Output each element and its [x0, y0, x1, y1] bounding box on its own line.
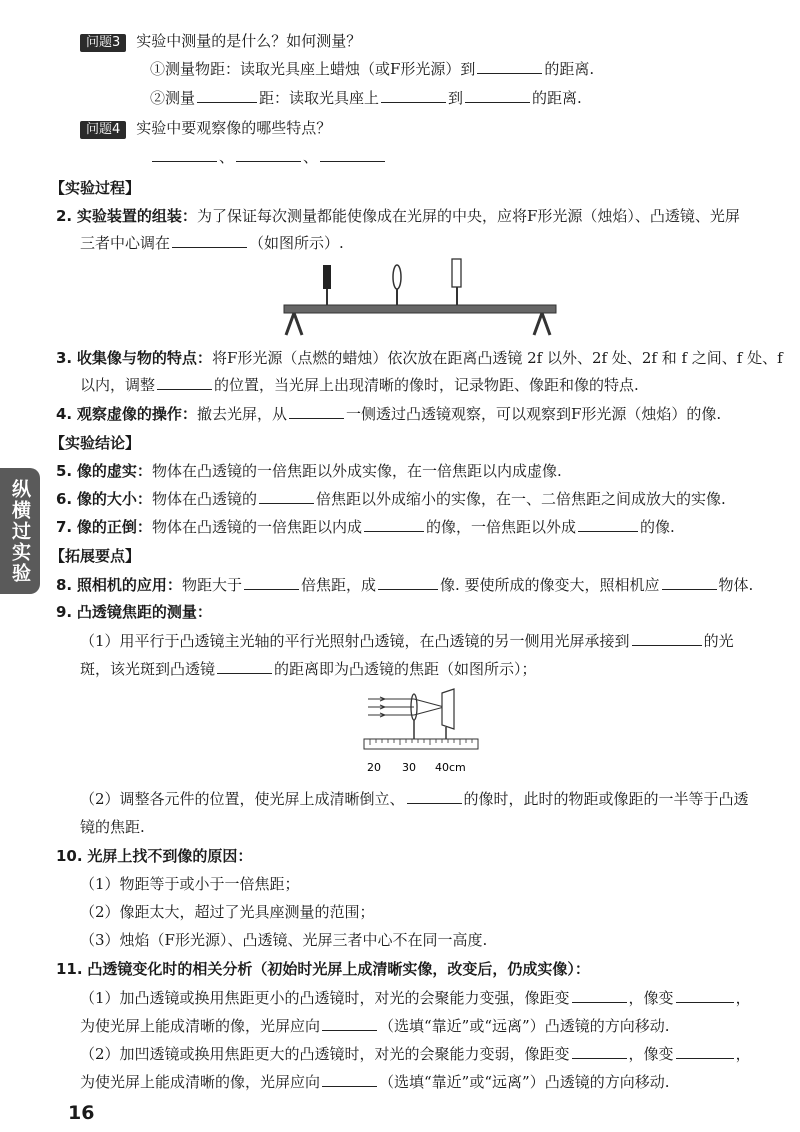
question-3-line-2 [150, 87, 582, 109]
item-number: 10. [56, 847, 83, 865]
blank[interactable] [378, 575, 438, 590]
item-title: 观察虚像的操作： [76, 405, 197, 423]
blank[interactable] [259, 489, 314, 504]
text: 物体在凸透镜的一倍焦距以外成实像，在一倍焦距以内成虚像. [151, 462, 562, 480]
text: （选填“靠近”或“远离”）凸透镜的方向移动. [379, 1073, 670, 1091]
item-11-p1-line-2 [80, 1015, 669, 1037]
text: 一侧透过凸透镜观察，可以观察到F形光源（烛焰）的像. [345, 405, 722, 423]
blank[interactable] [676, 1044, 734, 1059]
item-title: 收集像与物的特点： [76, 349, 212, 367]
text: 的像时，此时的物距或像距的一半等于凸透 [463, 790, 749, 808]
text: 为使光屏上能成清晰的像，光屏应向 [80, 1017, 321, 1035]
section-extend: 【拓展要点】 [50, 547, 141, 565]
item-7 [56, 516, 675, 538]
blank[interactable] [578, 517, 638, 532]
item-title: 实验装置的组装： [76, 207, 197, 225]
item-number: 5. [56, 462, 73, 480]
question-3-text: 实验中测量的是什么？如何测量？ [136, 32, 362, 50]
item-title: 光屏上找不到像的原因： [87, 847, 253, 865]
item-title: 像的虚实： [76, 462, 152, 480]
blank[interactable] [152, 147, 217, 162]
blank[interactable] [197, 88, 257, 103]
item-11-p2-line-1 [80, 1043, 751, 1065]
question-3-line-1 [150, 58, 594, 80]
item-3-line-2 [80, 374, 639, 396]
section-conclusion: 【实验结论】 [50, 434, 141, 452]
item-3-line-1 [56, 347, 783, 369]
item-number: 9. [56, 603, 73, 621]
blank[interactable] [381, 88, 446, 103]
question-4-text: 实验中要观察像的哪些特点？ [136, 119, 332, 137]
text: 物体在凸透镜的一倍焦距以内成 [151, 518, 362, 536]
item-number: 3. [56, 349, 73, 367]
item-10-reason-2: （2）像距太大，超过了光具座测量的范围； [80, 903, 375, 921]
text: ，像变 [628, 1045, 674, 1063]
item-11-p1-line-1 [80, 987, 751, 1009]
text: （选填“靠近”或“远离”）凸透镜的方向移动. [379, 1017, 670, 1035]
blank[interactable] [477, 59, 542, 74]
text: ， [735, 1045, 751, 1063]
text: 将F形光源（点燃的蜡烛）依次放在距离凸透镜 2f 以外、2f 处、2f 和 f 之间、f 处、f [211, 349, 783, 367]
question-4 [80, 117, 331, 139]
text: ②测量 [150, 89, 196, 107]
blank[interactable] [217, 659, 272, 674]
text: 的距离即为凸透镜的焦距（如图所示）； [274, 660, 537, 678]
text: （如图所示）. [249, 234, 344, 252]
separator: 、 [303, 148, 319, 166]
light-screen [442, 689, 454, 729]
item-2-line-1 [56, 205, 740, 227]
text: 的距离. [544, 60, 595, 78]
blank[interactable] [322, 1016, 377, 1031]
item-9-p2-line-1 [80, 788, 749, 810]
item-5 [56, 460, 562, 482]
question-4-tag: 问题4 [80, 121, 126, 139]
item-number: 6. [56, 490, 73, 508]
text: 物距大于 [181, 576, 242, 594]
question-3 [80, 30, 361, 52]
blank[interactable] [572, 1044, 627, 1059]
text: 倍焦距，成 [300, 576, 376, 594]
blank[interactable] [465, 88, 530, 103]
text: 物体. [718, 576, 754, 594]
blank[interactable] [632, 631, 702, 646]
text: ， [735, 989, 751, 1007]
text: 的像，一倍焦距以外成 [425, 518, 576, 536]
blank[interactable] [320, 147, 385, 162]
ruler-label-20: 20 [367, 761, 381, 774]
item-10 [56, 845, 252, 867]
focal-length-figure [362, 685, 482, 777]
refracted-ray [414, 699, 444, 707]
bench-rail [284, 305, 556, 313]
item-10-reason-1: （1）物距等于或小于一倍焦距； [80, 875, 300, 893]
text: 以内，调整 [80, 376, 156, 394]
convex-lens [393, 265, 401, 289]
item-4 [56, 403, 721, 425]
light-screen [452, 259, 461, 287]
side-tab: 纵横过实验 [0, 468, 40, 594]
blank[interactable] [236, 147, 301, 162]
text: 物体在凸透镜的 [151, 490, 257, 508]
item-number: 4. [56, 405, 73, 423]
text: ，像变 [628, 989, 674, 1007]
text: 为使光屏上能成清晰的像，光屏应向 [80, 1073, 321, 1091]
text: 为了保证每次测量都能使像成在光屏的中央，应将F形光源（烛焰）、凸透镜、光屏 [196, 207, 740, 225]
item-title: 凸透镜变化时的相关分析（初始时光屏上成清晰实像，改变后，仍成实像）： [87, 960, 590, 978]
item-11-p2-line-2 [80, 1071, 669, 1093]
item-6 [56, 488, 726, 510]
text: 到 [448, 89, 464, 107]
blank[interactable] [662, 575, 717, 590]
blank[interactable] [172, 233, 247, 248]
refracted-ray [414, 707, 444, 715]
text: （2）加凹透镜或换用焦距更大的凸透镜时，对光的会聚能力变弱，像距变 [80, 1045, 570, 1063]
item-title: 照相机的应用： [76, 576, 182, 594]
item-title: 像的正倒： [76, 518, 152, 536]
text: 的距离. [532, 89, 582, 107]
item-number: 11. [56, 960, 83, 978]
bench-legs [286, 313, 550, 335]
blank[interactable] [572, 988, 627, 1003]
item-9 [56, 601, 212, 623]
item-number: 7. [56, 518, 73, 536]
text: （1）加凸透镜或换用焦距更小的凸透镜时，对光的会聚能力变强，像距变 [80, 989, 570, 1007]
blank[interactable] [364, 517, 424, 532]
separator: 、 [219, 148, 235, 166]
page-number: 16 [68, 1102, 95, 1124]
item-8 [56, 574, 753, 596]
section-process: 【实验过程】 [50, 179, 141, 197]
ruler-label-40cm: 40cm [435, 761, 466, 774]
item-title: 凸透镜焦距的测量： [76, 603, 212, 621]
item-number: 8. [56, 576, 73, 594]
item-11 [56, 958, 590, 980]
item-number: 2. [56, 207, 73, 225]
blank[interactable] [244, 575, 299, 590]
blank[interactable] [322, 1072, 377, 1087]
item-10-reason-3: （3）烛焰（F形光源）、凸透镜、光屏三者中心不在同一高度. [80, 931, 488, 949]
ruler-label-30: 30 [402, 761, 416, 774]
question-3-tag: 问题3 [80, 34, 126, 52]
item-2-line-2 [80, 232, 344, 254]
ruler [364, 739, 478, 749]
text: 距：读取光具座上 [259, 89, 380, 107]
text: 撤去光屏，从 [196, 405, 287, 423]
optical-bench-figure [280, 255, 560, 345]
text: ①测量物距：读取光具座上蜡烛（或F形光源）到 [150, 60, 476, 78]
text: 的位置，当光屏上出现清晰的像时，记录物距、像距和像的特点. [214, 376, 639, 394]
text: 的光 [703, 632, 734, 650]
blank[interactable] [157, 375, 212, 390]
item-9-p1-line-2 [80, 658, 537, 680]
blank[interactable] [676, 988, 734, 1003]
text: 倍焦距以外成缩小的实像，在一、二倍焦距之间成放大的实像. [315, 490, 726, 508]
text: （1）用平行于凸透镜主光轴的平行光照射凸透镜，在凸透镜的另一侧用光屏承接到 [80, 632, 630, 650]
text: 三者中心调在 [80, 234, 171, 252]
item-9-p1-line-1 [80, 630, 734, 652]
blank[interactable] [289, 404, 344, 419]
text: （2）调整各元件的位置，使光屏上成清晰倒立、 [80, 790, 405, 808]
text: 像. 要使所成的像变大，照相机应 [439, 576, 660, 594]
f-light-source [323, 265, 331, 289]
item-title: 像的大小： [76, 490, 152, 508]
question-4-answers [150, 146, 387, 168]
item-9-p2-line-2: 镜的焦距. [80, 818, 145, 836]
text: 斑，该光斑到凸透镜 [80, 660, 216, 678]
text: 的像. [639, 518, 675, 536]
blank[interactable] [407, 789, 462, 804]
